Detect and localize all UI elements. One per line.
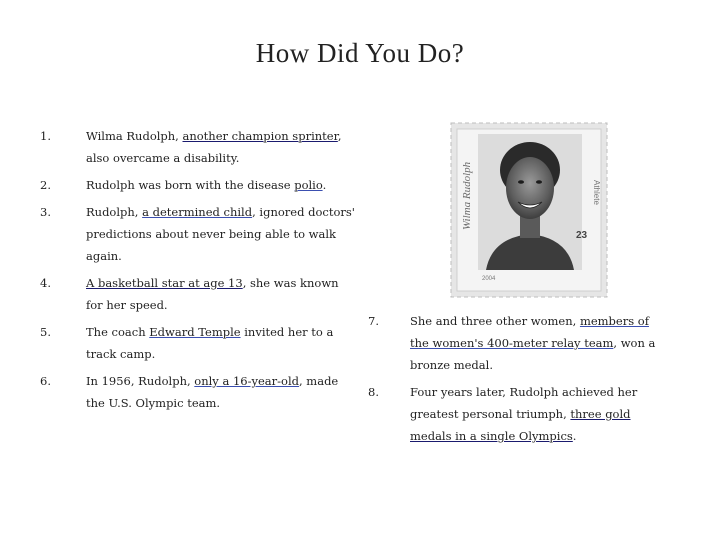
item-text: [86, 272, 355, 316]
text-after: , won a bronze medal.: [410, 336, 656, 372]
item-number: 1.: [40, 129, 51, 143]
item-link[interactable]: members of the women's 400-meter relay team: [410, 314, 649, 350]
page-title: How Did You Do?: [255, 38, 465, 68]
text-before: Wilma Rudolph,: [86, 129, 183, 143]
text-after: , ignored doctors' predictions about never being able to walk again.: [86, 205, 355, 263]
item-link[interactable]: only a 16-year-old: [194, 374, 299, 388]
right-list: [368, 310, 668, 452]
list-item: [40, 125, 355, 169]
list-item: [40, 272, 355, 316]
stamp-name-text: Wilma Rudolph: [461, 161, 473, 230]
item-text: [410, 310, 668, 376]
text-before: Rudolph,: [86, 205, 143, 219]
item-number: 4.: [40, 276, 51, 290]
text-after: .: [572, 429, 577, 443]
item-link[interactable]: Edward Temple: [149, 325, 241, 339]
item-text: [86, 370, 355, 414]
item-link[interactable]: three gold medals in a single Olympics: [410, 407, 631, 443]
left-list: [40, 125, 355, 419]
stamp-value-text: 23: [576, 230, 588, 241]
text-after: , also overcame a disability.: [86, 129, 342, 165]
list-item: [368, 381, 668, 447]
text-after: .: [322, 178, 327, 192]
item-text: [86, 201, 355, 267]
text-after: , she was known for her speed.: [86, 276, 339, 312]
item-link[interactable]: a determined child: [142, 205, 253, 219]
item-link[interactable]: A basketball star at age 13: [86, 276, 243, 290]
text-before: In 1956, Rudolph,: [86, 374, 195, 388]
text-after: invited her to a track camp.: [86, 325, 334, 361]
item-number: 2.: [40, 178, 51, 192]
item-link[interactable]: another champion sprinter: [182, 129, 338, 143]
text-before: She and three other women,: [410, 314, 580, 328]
stamp-series-text: Athlete: [592, 180, 601, 205]
list-item: [368, 310, 668, 376]
item-text: [86, 125, 355, 169]
item-number: 8.: [368, 385, 379, 399]
text-before: Four years later, Rudolph achieved her greatest personal triumph,: [410, 385, 638, 421]
list-item: [40, 201, 355, 267]
item-number: 3.: [40, 205, 51, 219]
list-item: [40, 174, 355, 196]
item-number: 6.: [40, 374, 51, 388]
list-item: [40, 370, 355, 414]
item-link[interactable]: polio: [294, 178, 323, 192]
item-text: [86, 321, 355, 365]
item-number: 5.: [40, 325, 51, 339]
stamp-year-text: 2004: [482, 276, 496, 282]
postage-stamp-image: [448, 120, 610, 300]
item-text: [86, 174, 355, 196]
list-item: [40, 321, 355, 365]
item-text: [410, 381, 668, 447]
text-before: The coach: [86, 325, 150, 339]
text-after: , made the U.S. Olympic team.: [86, 374, 339, 410]
text-before: Rudolph was born with the disease: [86, 178, 295, 192]
item-number: 7.: [368, 314, 379, 328]
